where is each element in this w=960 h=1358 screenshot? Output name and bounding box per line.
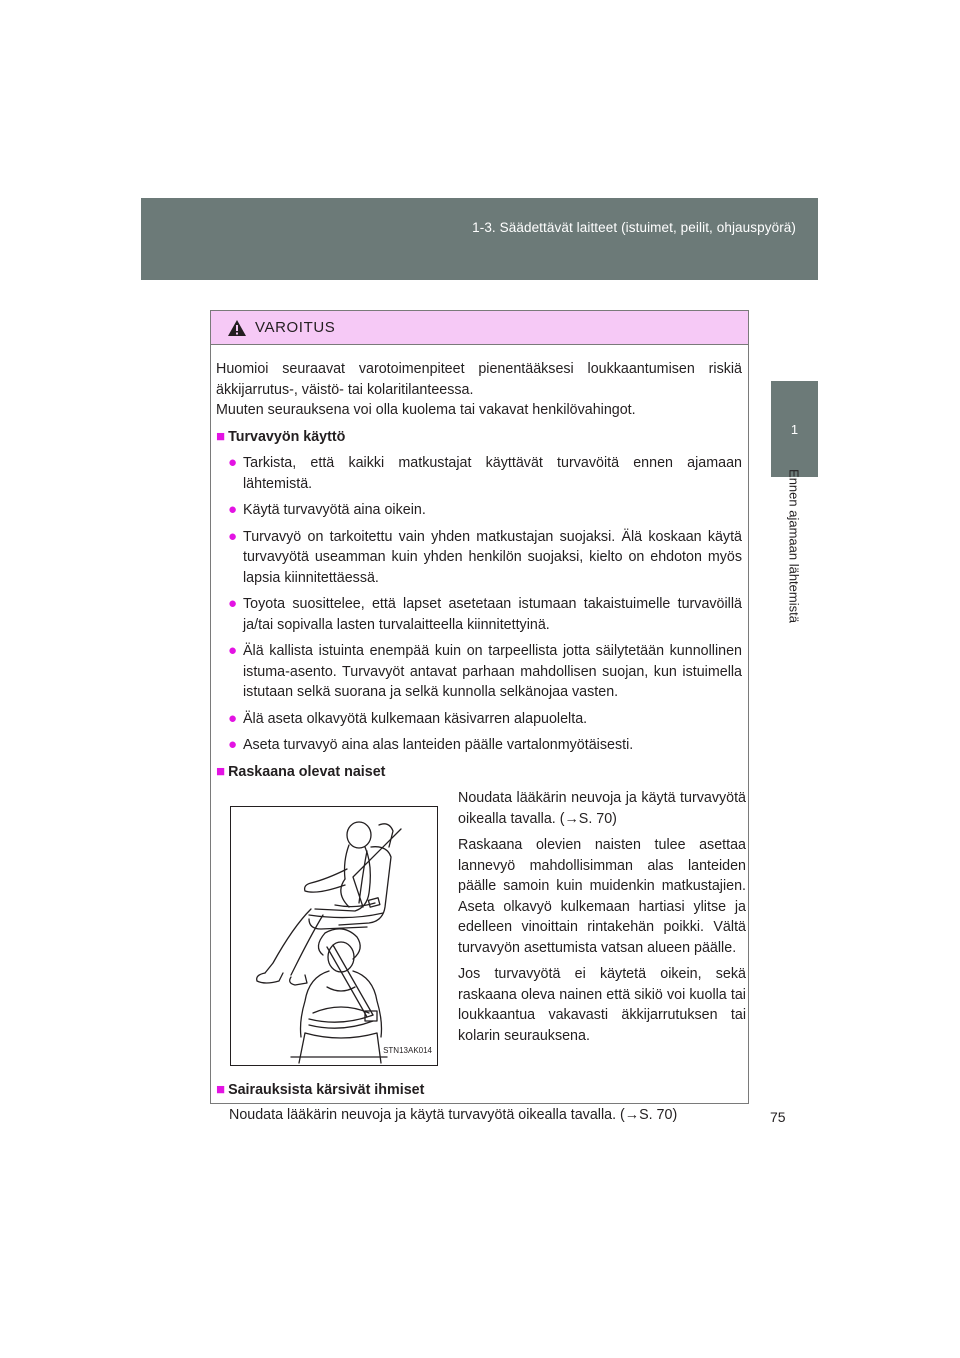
chapter-tab-label: Ennen ajamaan lähtemistä — [786, 469, 802, 623]
list-item-text: Älä aseta olkavyötä kulkemaan käsivarren alapuolelta. — [243, 710, 588, 727]
circle-bullet-icon: ● — [228, 454, 238, 471]
circle-bullet-icon: ● — [228, 736, 238, 753]
list-item — [216, 641, 742, 703]
section-heading-text: Raskaana olevat naiset — [228, 763, 386, 780]
circle-bullet-icon: ● — [228, 527, 238, 545]
warning-title: VAROITUS — [255, 319, 336, 336]
paragraph: Jos turvavyötä ei käytetä oikein, sekä raskaana oleva nainen että sikiö voi kuolla tai loukkaantua vakavasti äkkijarrutuksen tai kolarin seurauksena. — [458, 966, 746, 1044]
warning-body — [216, 347, 746, 1125]
list-item-text: Tarkista, että kaikki matkustajat käyttävät turvavöitä ennen ajamaan lähtemistä. — [243, 455, 742, 492]
seatbelt-illustration — [230, 806, 438, 1066]
list-item — [216, 527, 742, 589]
list-item-text: Toyota suosittelee, että lapset asetetaan istumaan takaistuimelle turvavöillä ja/tai sopivalla lasten turvalaitteella kiinnitettyinä. — [243, 596, 742, 633]
figure-code: STN13AK014 — [383, 1045, 432, 1055]
paragraph: Noudata lääkärin neuvoja ja käytä turvavyötä oikealla tavalla. (→S. 70) — [458, 790, 746, 827]
section-heading — [216, 762, 742, 783]
pregnancy-text — [458, 788, 746, 1052]
circle-bullet-icon: ● — [228, 642, 238, 659]
warning-header — [211, 311, 748, 345]
list-item — [216, 735, 742, 756]
list-item — [216, 709, 742, 730]
square-bullet-icon: ■ — [216, 1081, 226, 1098]
square-bullet-icon: ■ — [216, 762, 226, 780]
section-heading-text: Turvavyön käyttö — [228, 428, 346, 445]
list-item — [216, 500, 742, 521]
warning-triangle-icon — [227, 319, 247, 337]
list-item — [216, 594, 742, 635]
section-heading-text: Sairauksista kärsivät ihmiset — [228, 1082, 425, 1098]
square-bullet-icon: ■ — [216, 427, 226, 445]
pregnant-woman-seatbelt-image — [231, 807, 437, 1065]
list-item-text: Käytä turvavyötä aina oikein. — [243, 502, 426, 518]
list-item-text: Älä kallista istuinta enempää kuin on tarpeellista jotta säilytetään kunnollinen istuma-asento. Turvavyöt antavat parhaan mahdollisen suojan, kun istuimella istutaan selkä suorana ja selkä kunnolla selkänojaa vasten. — [243, 643, 742, 700]
circle-bullet-icon: ● — [228, 709, 238, 727]
chapter-tab-number: 1 — [771, 381, 818, 477]
intro-line: Huomioi seuraavat varotoimenpiteet pienentääksesi loukkaantumisen riskiä äkkijarrutus-, väistö- tai kolaritilanteessa. — [216, 361, 742, 398]
chapter-title: 1-3. Säädettävät laitteet (istuimet, peilit, ohjauspyörä) — [472, 220, 796, 235]
bullet-list — [216, 453, 742, 756]
chapter-header — [141, 198, 818, 280]
intro-line: Muuten seurauksena voi olla kuolema tai vakavat henkilövahingot. — [216, 402, 636, 418]
warning-box — [210, 310, 749, 1123]
section-heading — [216, 1080, 742, 1101]
circle-bullet-icon: ● — [228, 501, 238, 518]
list-item-text: Aseta turvavyö aina alas lanteiden päälle vartalonmyötäisesti. — [243, 737, 634, 753]
circle-bullet-icon: ● — [228, 595, 238, 612]
paragraph: Raskaana olevien naisten tulee asettaa lannevyö mahdollisimman alas lanteiden päälle samoin kuin muidenkin matkustajien. Aseta olkavyö kulkemaan hartiasi ylitse ja edelleen vinoittain rintakehän poikki. Vältä turvavyön asettumista vatsan alueen päälle. — [458, 837, 746, 956]
warning-intro — [216, 359, 742, 421]
section-heading — [216, 427, 742, 448]
list-item — [216, 453, 742, 494]
paragraph: Noudata lääkärin neuvoja ja käytä turvavyötä oikealla tavalla. (→S. 70) — [229, 1106, 678, 1123]
page-number: 75 — [770, 1109, 786, 1125]
pregnancy-section — [216, 788, 746, 1074]
list-item-text: Turvavyö on tarkoitettu vain yhden matkustajan suojaksi. Älä koskaan käytä turvavyötä useamman kuin yhden henkilön suojaksi, kielto on ehdoton myös lapsia kiinnitettäessä. — [243, 528, 742, 586]
